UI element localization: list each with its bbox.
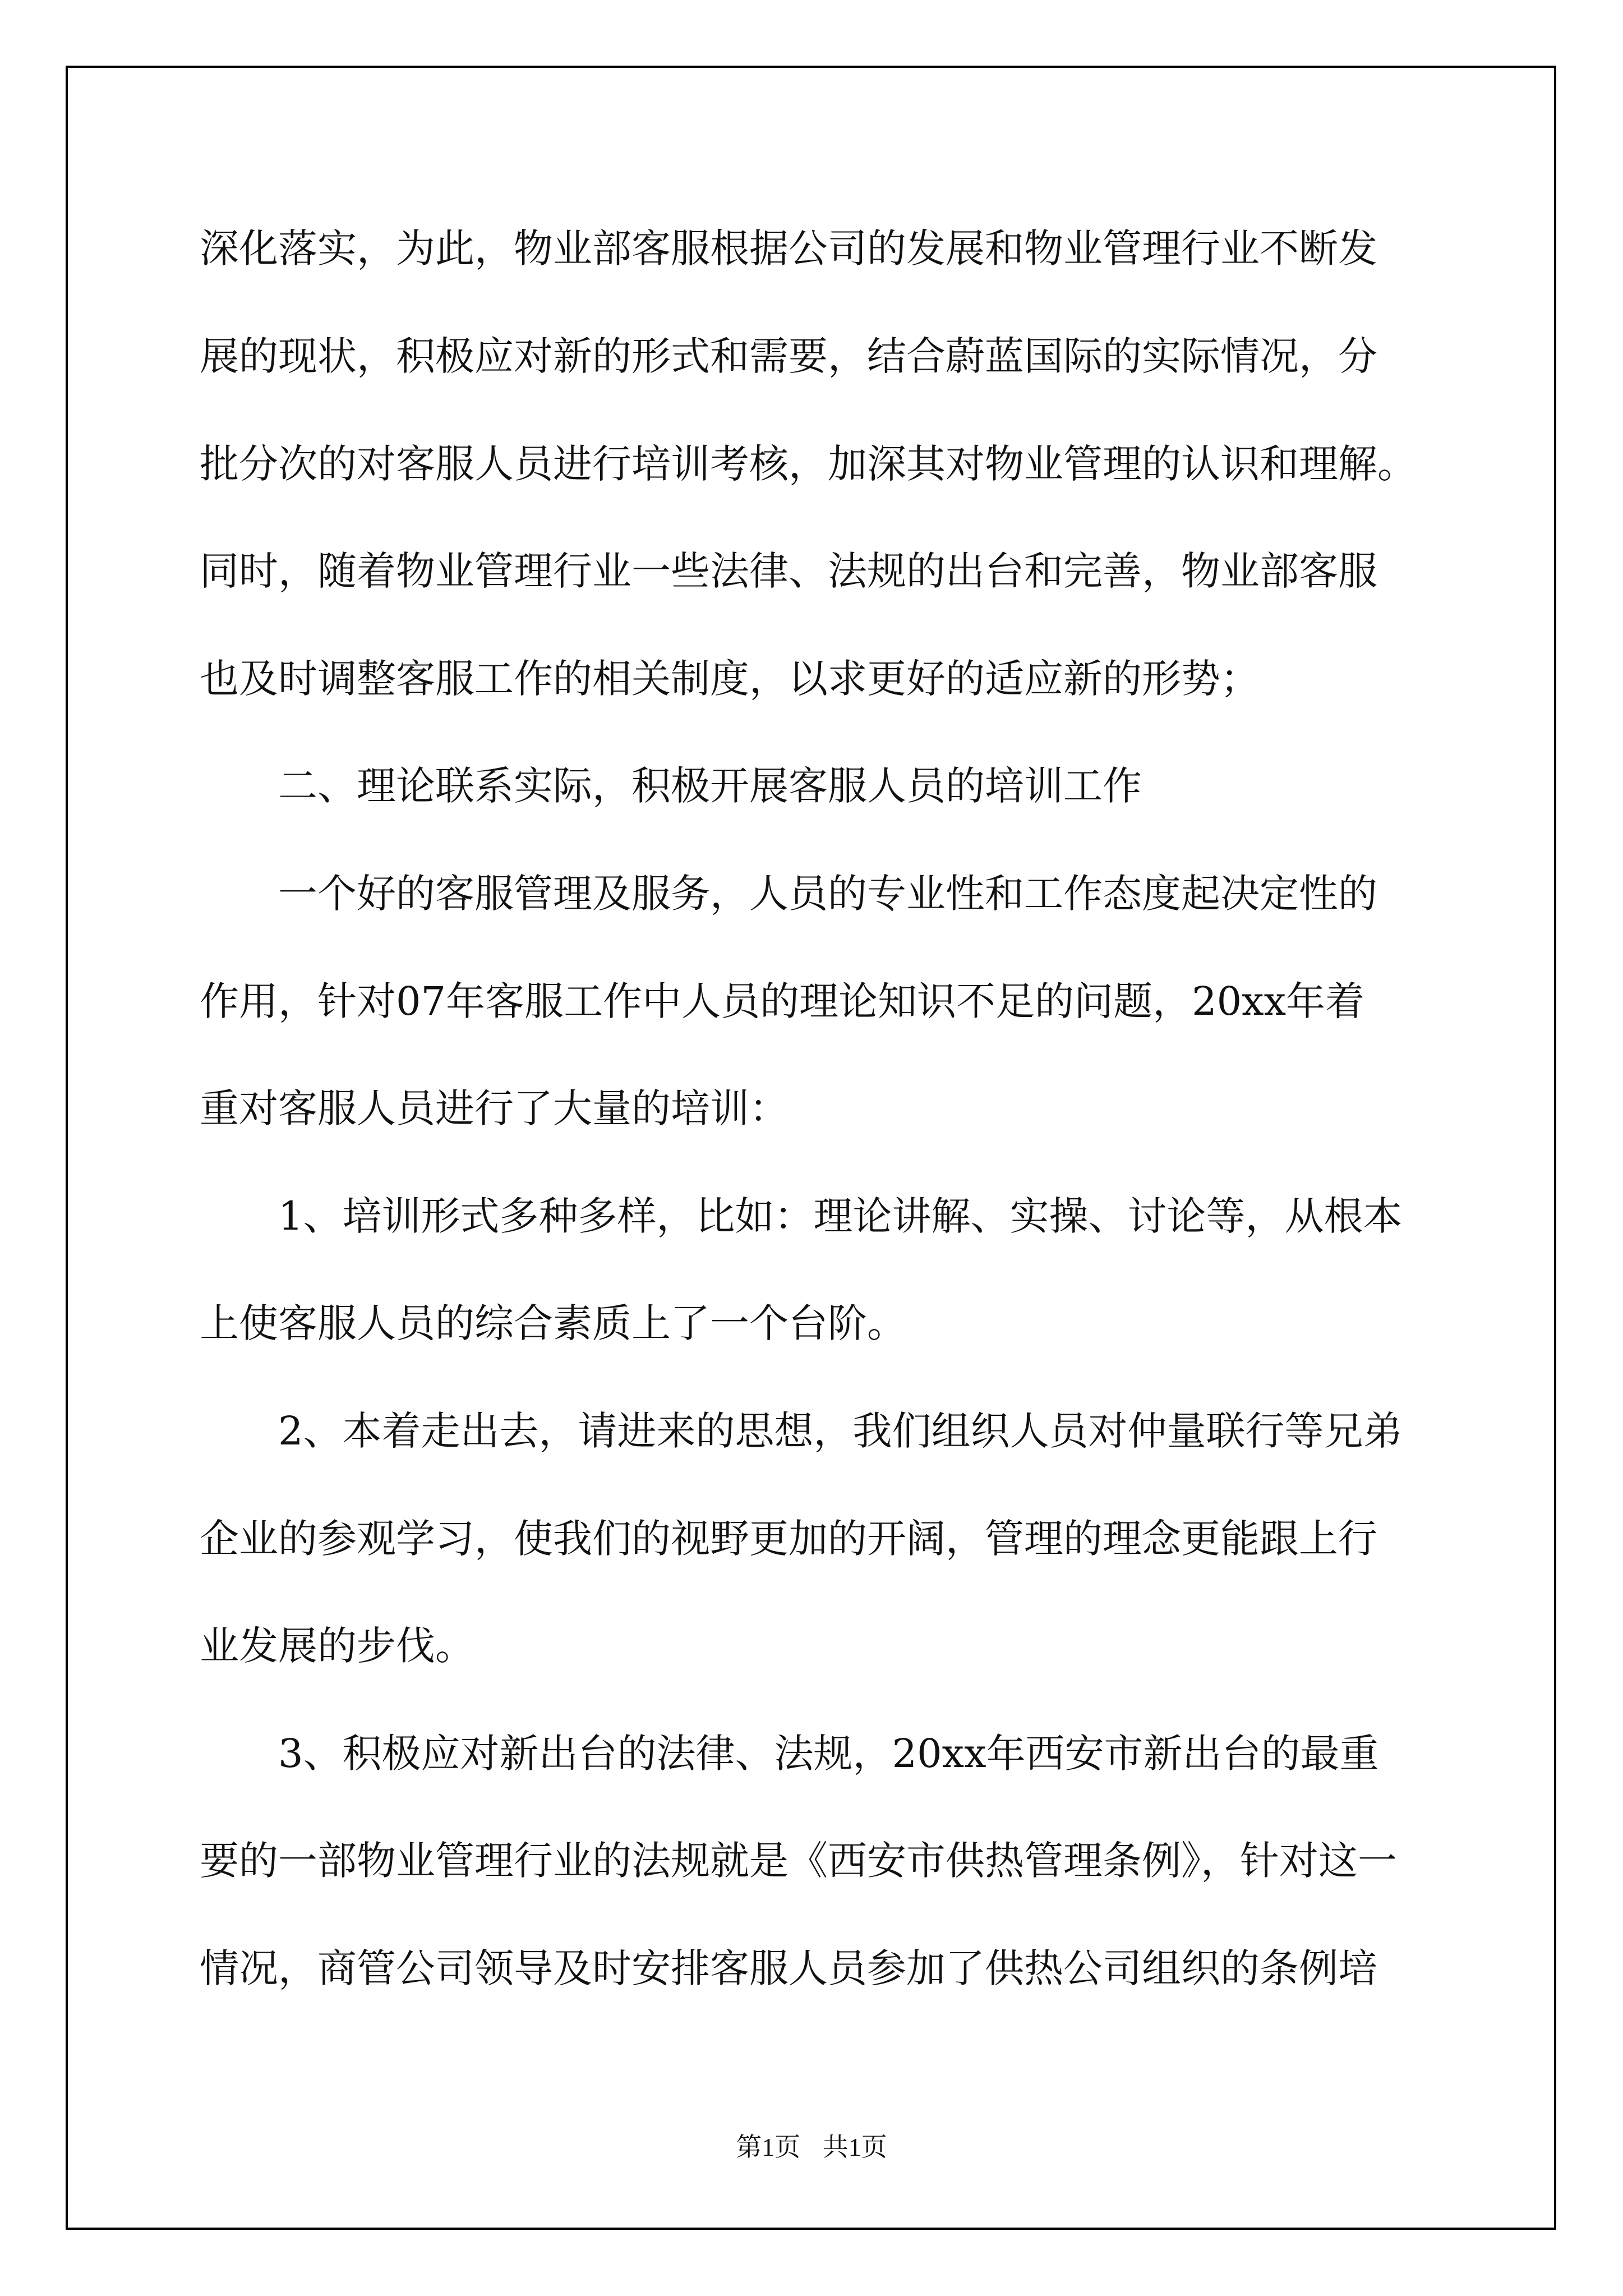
page-total: 共1页 bbox=[822, 2133, 887, 2161]
text-line: 重对客服人员进行了大量的培训： bbox=[200, 1085, 789, 1131]
text-line: 1、培训形式多种多样，比如：理论讲解、实操、讨论等，从根本 bbox=[278, 1193, 1403, 1239]
text-line: 批分次的对客服人员进行培训考核，加深其对物业管理的认识和理解。 bbox=[200, 441, 1417, 487]
text-line: 2、本着走出去，请进来的思想，我们组织人员对仲量联行等兄弟 bbox=[278, 1408, 1403, 1454]
page-border bbox=[66, 66, 1556, 2230]
text-line: 深化落实，为此，物业部客服根据公司的发展和物业管理行业不断发 bbox=[200, 226, 1377, 272]
text-line: 同时，随着物业管理行业一些法律、法规的出台和完善，物业部客服 bbox=[200, 548, 1377, 594]
page-footer bbox=[0, 2127, 1623, 2164]
text-line: 3、积极应对新出台的法律、法规，20xx年西安市新出台的最重 bbox=[278, 1731, 1379, 1777]
text-line: 要的一部物业管理行业的法规就是《西安市供热管理条例》，针对这一 bbox=[200, 1838, 1397, 1884]
text-line: 展的现状，积极应对新的形式和需要，结合蔚蓝国际的实际情况，分 bbox=[200, 333, 1377, 379]
text-line: 一个好的客服管理及服务，人员的专业性和工作态度起决定性的 bbox=[278, 871, 1377, 917]
text-line: 业发展的步伐。 bbox=[200, 1623, 474, 1669]
text-line: 情况，商管公司领导及时安排客服人员参加了供热公司组织的条例培 bbox=[200, 1945, 1377, 1991]
text-line: 作用，针对07年客服工作中人员的理论知识不足的问题，20xx年着 bbox=[200, 978, 1365, 1024]
text-line: 上使客服人员的综合素质上了一个台阶。 bbox=[200, 1300, 906, 1346]
text-line: 也及时调整客服工作的相关制度，以求更好的适应新的形势； bbox=[200, 656, 1260, 702]
section-heading: 二、理论联系实际，积极开展客服人员的培训工作 bbox=[278, 763, 1142, 809]
text-line: 企业的参观学习，使我们的视野更加的开阔，管理的理念更能跟上行 bbox=[200, 1516, 1377, 1562]
page-number: 第1页 bbox=[736, 2133, 801, 2161]
